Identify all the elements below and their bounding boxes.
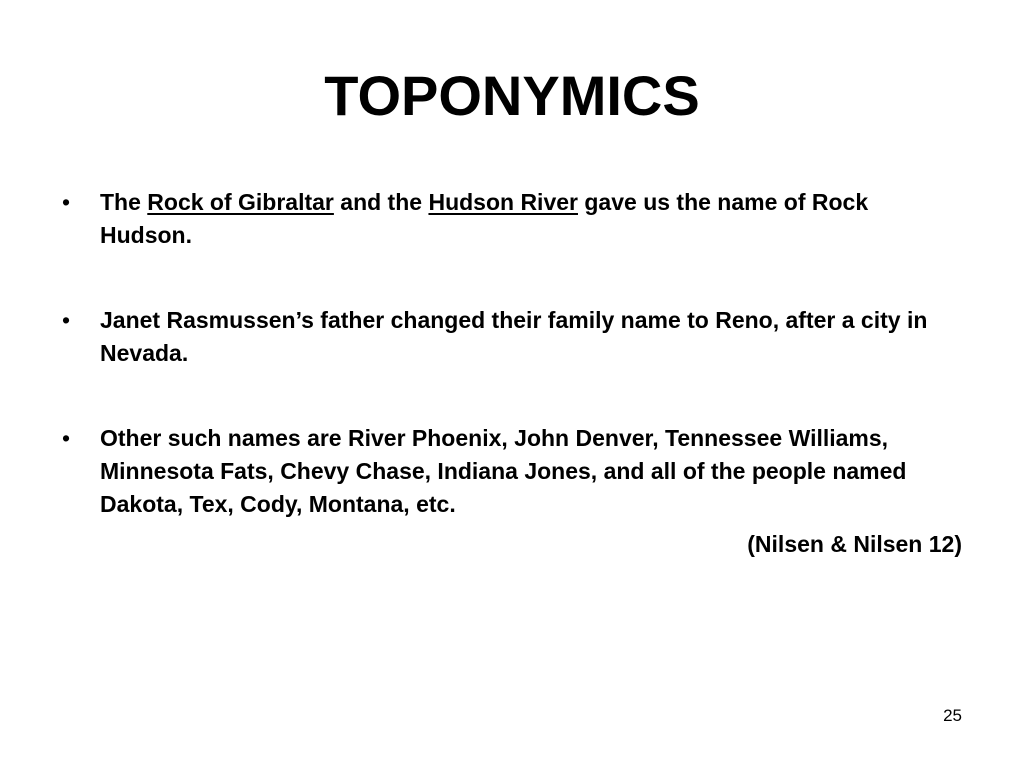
bullet-list <box>62 186 962 573</box>
underlined-term-hudson-river: Hudson River <box>428 189 578 215</box>
bullet-text-part: gave us the name of Rock Hudson. <box>100 189 869 248</box>
bullet-icon: • <box>62 425 71 451</box>
underlined-term-rock-of-gibraltar: Rock of Gibraltar <box>147 189 334 215</box>
bullet-text: Other such names are River Phoenix, John Denver, Tennessee Williams, Minnesota Fats, Chevy Chase, Indiana Jones, and all of the people named Dakota, Tex, Cody, Montana, etc. <box>100 425 907 517</box>
bullet-item-reno <box>62 304 962 370</box>
bullet-text: Janet Rasmussen’s father changed their family name to Reno, after a city in Nevada. <box>100 307 928 366</box>
bullet-text-part: The <box>100 189 148 215</box>
bullet-icon: • <box>62 307 71 333</box>
slide-title: TOPONYMICS <box>324 64 700 127</box>
bullet-item-rock-hudson <box>62 186 962 252</box>
bullet-icon: • <box>62 189 71 215</box>
bullet-text-part: and the <box>333 189 429 215</box>
page-number: 25 <box>943 706 962 725</box>
bullet-item-other-names <box>62 422 962 521</box>
citation: (Nilsen & Nilsen 12) <box>747 531 962 557</box>
